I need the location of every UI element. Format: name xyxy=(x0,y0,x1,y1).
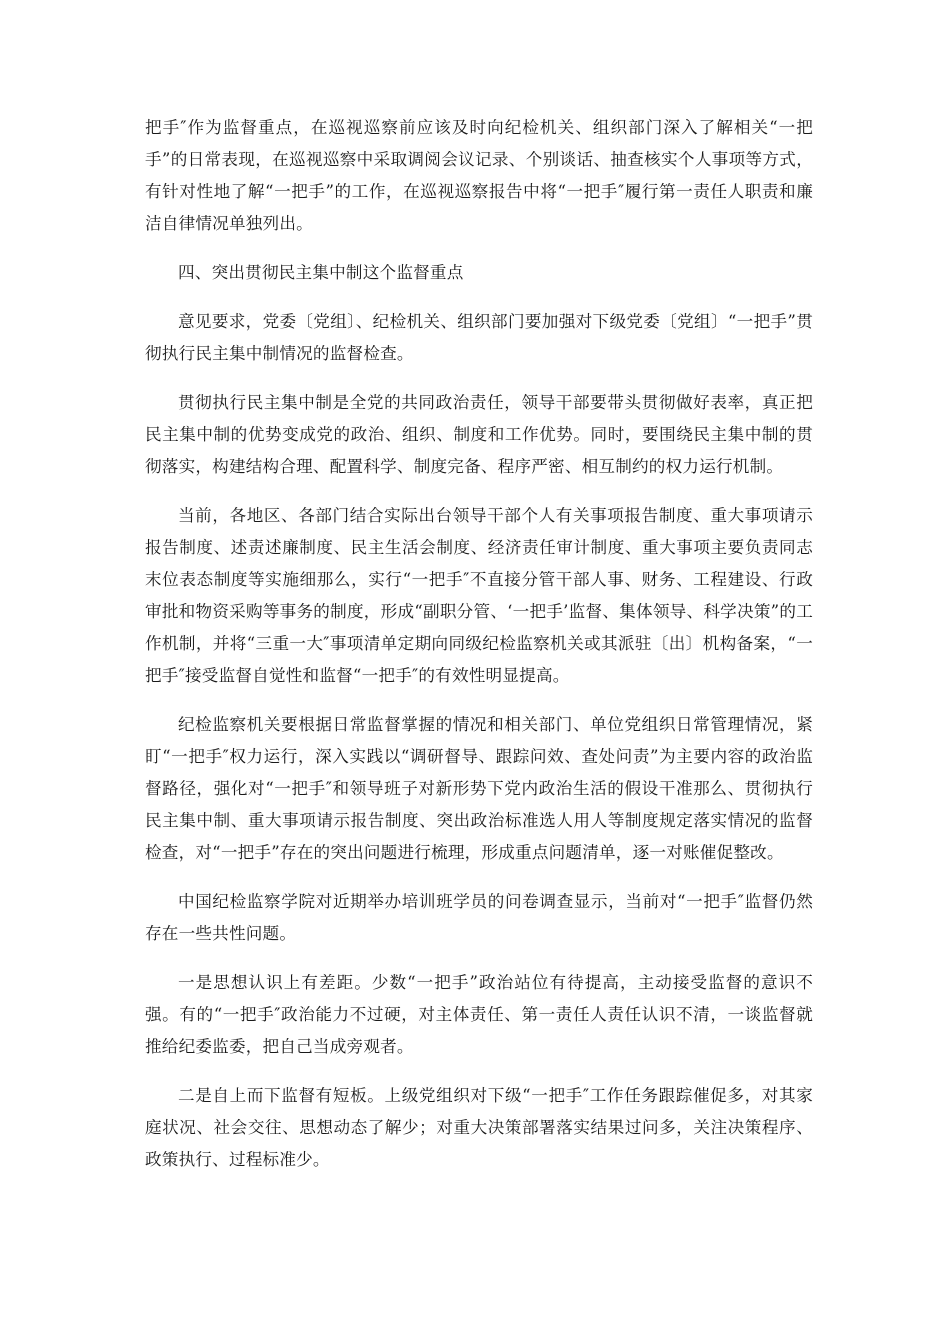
paragraph: 中国纪检监察学院对近期举办培训班学员的问卷调查显示，当前对“一把手″监督仍然存在一些共性问题。 xyxy=(145,892,813,943)
paragraph: 当前，各地区、各部门结合实际出台领导干部个人有关事项报告制度、重大事项请示报告制度、述责述廉制度、民主生活会制度、经济责任审计制度、重大事项主要负责同志末位表态制度等实施细那么，实行“一把手″不直接分管干部人事、财务、工程建设、行政审批和物资采购等事务的制度，形成“副职分管、‘一把手’监督、集体领导、科学决策”的工作机制，并将“三重一大″事项清单定期向同级纪检监察机关或其派驻〔出〕机构备案，“一把手″接受监督自觉性和监督“一把手″的有效性明显提高。 xyxy=(145,506,813,685)
document-body xyxy=(145,112,813,1193)
paragraph: 贯彻执行民主集中制是全党的共同政治责任，领导干部要带头贯彻做好表率，真正把民主集中制的优势变成党的政治、组织、制度和工作优势。同时，要围绕民主集中制的贯彻落实，构建结构合理、配置科学、制度完备、程序严密、相互制约的权力运行机制。 xyxy=(145,393,813,476)
paragraph: 意见要求，党委〔党组〕、纪检机关、组织部门要加强对下级党委〔党组〕“一把手”贯彻执行民主集中制情况的监督检查。 xyxy=(145,312,813,363)
paragraph-continued: 把手″作为监督重点，在巡视巡察前应该及时向纪检机关、组织部门深入了解相关“一把手”的日常表现，在巡视巡察中采取调阅会议记录、个别谈话、抽查核实个人事项等方式，有针对性地了解“一把手”的工作，在巡视巡察报告中将“一把手″履行第一责任人职责和廉洁自律情况单独列出。 xyxy=(145,118,813,233)
paragraph: 一是思想认识上有差距。少数“一把手”政治站位有待提高，主动接受监督的意识不强。有的“一把手″政治能力不过硬，对主体责任、第一责任人责任认识不清，一谈监督就推给纪委监委，把自己当成旁观者。 xyxy=(145,973,813,1056)
paragraph: 二是自上而下监督有短板。上级党组织对下级“一把手″工作任务跟踪催促多，对其家庭状况、社会交往、思想动态了解少；对重大决策部署落实结果过问多，关注决策程序、政策执行、过程标准少。 xyxy=(145,1086,813,1169)
paragraph: 纪检监察机关要根据日常监督掌握的情况和相关部门、单位党组织日常管理情况，紧盯“一把手″权力运行，深入实践以“调研督导、跟踪问效、查处问责”为主要内容的政治监督路径，强化对“一把手″和领导班子对新形势下党内政治生活的假设干准那么、贯彻执行民主集中制、重大事项请示报告制度、突出政治标准选人用人等制度规定落实情况的监督检查，对“一把手”存在的突出问题进行梳理，形成重点问题清单，逐一对账催促整改。 xyxy=(145,715,813,862)
section-heading: 四、突出贯彻民主集中制这个监督重点 xyxy=(178,263,464,282)
